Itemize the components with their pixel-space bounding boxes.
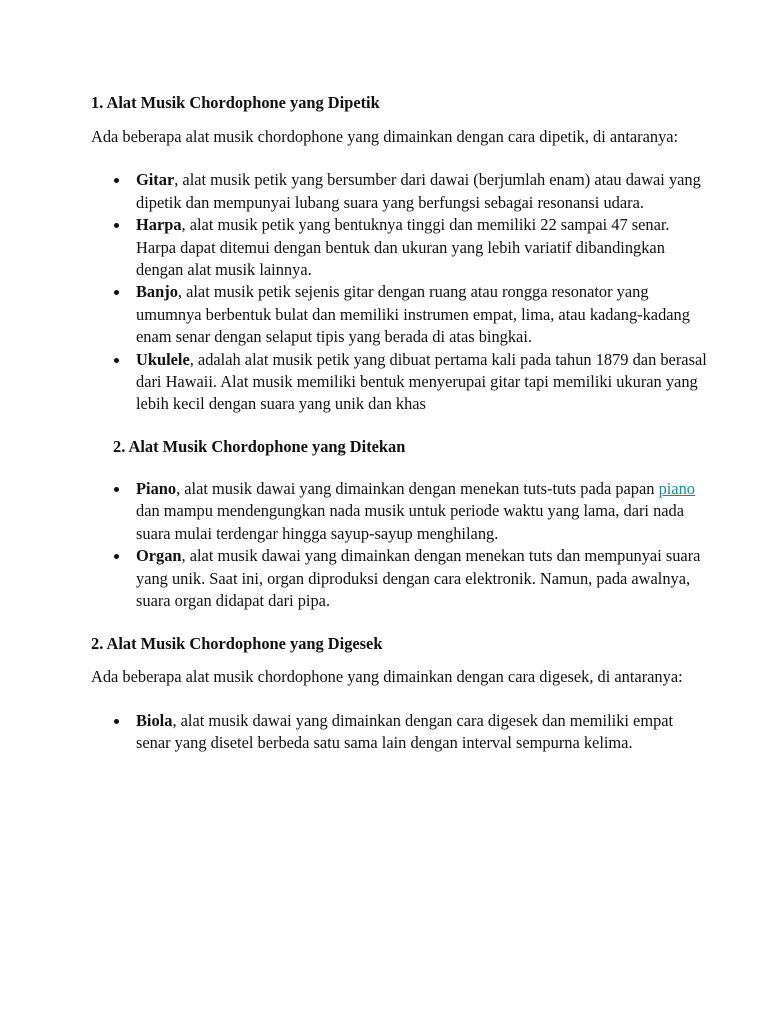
bullet-icon xyxy=(114,358,119,363)
term-ukulele: Ukulele xyxy=(136,349,190,369)
bullet-icon xyxy=(114,223,119,228)
list-item-banjo xyxy=(91,281,708,348)
section-heading-dipetik: 1. Alat Musik Chordophone yang Dipetik xyxy=(91,93,380,112)
bullet-icon xyxy=(114,719,119,724)
list-item-biola xyxy=(91,710,708,755)
desc-banjo: , alat musik petik sejenis gitar dengan ruang atau rongga resonator yang umumnya berbentuk bulat dan memiliki instrumen empat, lima, atau kadang-kadang enam senar dengan selaput tipis yang berada di atas bingkai. xyxy=(136,282,690,347)
list-item-ukulele xyxy=(91,349,708,416)
term-piano: Piano xyxy=(136,478,177,498)
bullet-icon xyxy=(114,554,119,559)
section-heading-ditekan: 2. Alat Musik Chordophone yang Ditekan xyxy=(113,436,406,456)
bullet-icon xyxy=(114,178,119,183)
term-harpa: Harpa xyxy=(136,215,182,235)
piano-link[interactable]: piano xyxy=(658,478,695,498)
desc-piano-after: dan mampu mendengungkan nada musik untuk periode waktu yang lama, dari nada suara mulai terdengar hingga sayup-sayup menghilang. xyxy=(136,501,685,543)
list-ditekan xyxy=(91,478,708,612)
desc-ukulele: , adalah alat musik petik yang dibuat pertama kali pada tahun 1879 dan berasal dari Hawaii. Alat musik memiliki bentuk menyerupai gitar tapi memiliki ukuran yang lebih kecil dengan suara yang unik dan khas xyxy=(136,349,707,414)
section-heading-digesek: 2. Alat Musik Chordophone yang Digesek xyxy=(91,634,383,654)
term-gitar: Gitar xyxy=(136,170,175,190)
term-organ: Organ xyxy=(136,546,182,566)
list-item-piano xyxy=(91,478,708,545)
desc-gitar: , alat musik petik yang bersumber dari dawai (berjumlah enam) atau dawai yang dipetik dan mempunyai lubang suara yang berfungsi sebagai resonansi udara. xyxy=(136,170,701,212)
list-item-harpa xyxy=(91,214,708,281)
section-intro-digesek: Ada beberapa alat musik chordophone yang dimainkan dengan cara digesek, di antaranya: xyxy=(91,667,683,687)
bullet-icon xyxy=(114,487,119,492)
desc-piano-before: , alat musik dawai yang dimainkan dengan menekan tuts-tuts pada papan xyxy=(176,478,659,498)
desc-biola: , alat musik dawai yang dimainkan dengan cara digesek dan memiliki empat senar yang disetel berbeda satu sama lain dengan interval sempurna kelima. xyxy=(136,710,674,753)
list-item-organ xyxy=(91,545,708,612)
list-digesek xyxy=(91,710,708,755)
list-dipetik xyxy=(91,169,708,415)
desc-harpa: , alat musik petik yang bentuknya tinggi dan memiliki 22 sampai 47 senar. Harpa dapat ditemui dengan bentuk dan ukuran yang lebih variatif dibandingkan dengan alat musik lainnya. xyxy=(136,215,670,280)
list-item-gitar xyxy=(91,169,708,214)
desc-organ: , alat musik dawai yang dimainkan dengan menekan tuts dan mempunyai suara yang unik. Saat ini, organ diproduksi dengan cara elektronik. Namun, pada awalnya, suara organ didapat dari pipa. xyxy=(136,546,701,610)
term-biola: Biola xyxy=(136,710,173,730)
section-intro-dipetik: Ada beberapa alat musik chordophone yang dimainkan dengan cara dipetik, di antaranya: xyxy=(91,127,679,146)
term-banjo: Banjo xyxy=(136,282,178,302)
bullet-icon xyxy=(114,290,119,295)
